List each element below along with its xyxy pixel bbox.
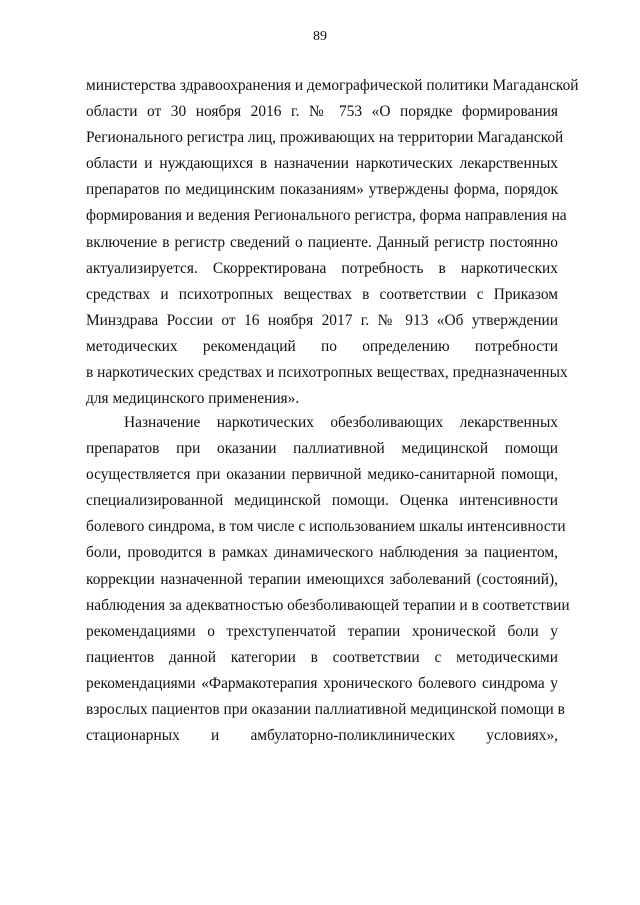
text-line: взрослых пациентов при оказании паллиативной медицинской помощи в	[86, 701, 565, 719]
text-line: наблюдения за адекватностью обезболивающей терапии и в соответствии	[86, 596, 570, 614]
paragraph-pain-therapy	[86, 410, 570, 749]
text-line: специализированной медицинской помощи. Оценка интенсивности	[86, 492, 558, 510]
text-line: рекомендациями о трехступенчатой терапии хронической боли у	[86, 622, 558, 640]
text-line: в наркотических средствах и психотропных веществах, предназначенных	[86, 364, 568, 382]
text-line: области и нуждающихся в назначении наркотических лекарственных	[86, 155, 558, 173]
text-line: боли, проводится в рамках динамического наблюдения за пациентом,	[86, 544, 558, 562]
text-line: пациентов данной категории в соответствии с методическими	[86, 648, 558, 666]
text-line: для медицинского применения».	[86, 390, 300, 408]
text-line: осуществляется при оказании первичной медико-санитарной помощи,	[86, 466, 558, 484]
text-line: области от 30 ноября 2016 г. № 753 «О порядке формирования	[86, 103, 558, 121]
text-line: методических рекомендаций по определению потребности	[86, 337, 558, 355]
text-line: включение в регистр сведений о пациенте. Данный регистр постоянно	[86, 233, 558, 251]
text-line: коррекции назначенной терапии имеющихся заболеваний (состояний),	[86, 570, 558, 588]
text-line: министерства здравоохранения и демографической политики Магаданской	[86, 77, 579, 94]
text-line: стационарных и амбулаторно-поликлинических условиях»,	[86, 727, 558, 745]
text-line: рекомендациями «Фармакотерапия хронического болевого синдрома у	[86, 674, 558, 692]
text-line: болевого синдрома, в том числе с использованием шкалы интенсивности	[86, 518, 566, 536]
text-line: актуализируется. Скорректирована потребность в наркотических	[86, 259, 558, 277]
paragraph-registry	[86, 73, 579, 412]
text-line: препаратов по медицинским показаниям» утверждены форма, порядок	[86, 181, 558, 199]
text-line: Назначение наркотических обезболивающих лекарственных	[124, 414, 558, 431]
text-line: формирования и ведения Регионального регистра, форма направления на	[86, 207, 567, 225]
page-number: 89	[313, 29, 327, 44]
text-line: препаратов при оказании паллиативной медицинской помощи	[86, 440, 558, 458]
text-line: Минздрава России от 16 ноября 2017 г. № 913 «Об утверждении	[86, 311, 558, 329]
text-line: средствах и психотропных веществах в соответствии с Приказом	[86, 285, 558, 303]
text-line: Регионального регистра лиц, проживающих на территории Магаданской	[86, 129, 564, 147]
